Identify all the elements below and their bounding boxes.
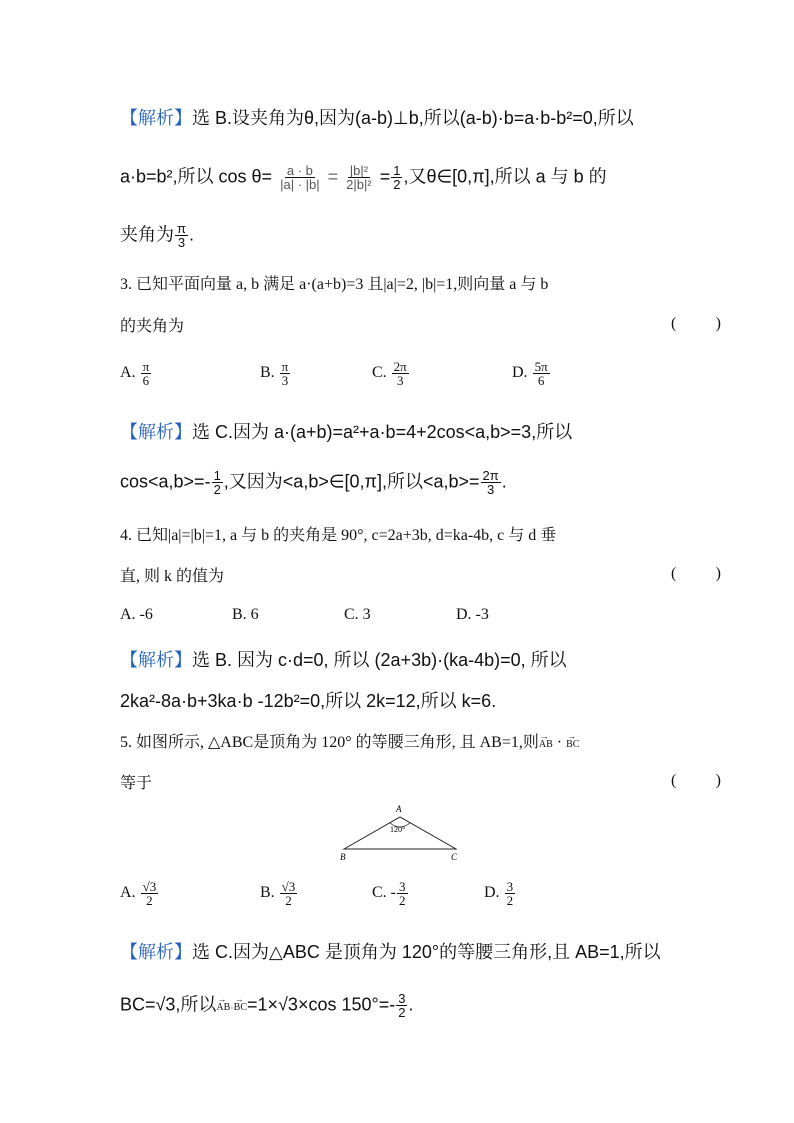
solution-text: ,又θ∈[0,π],所以 a 与 b 的 — [403, 166, 607, 187]
vertex-a-label: A — [396, 804, 402, 814]
solution-2-line-2 — [120, 164, 607, 191]
answer-blank — [671, 565, 721, 583]
solution-3-line-1 — [120, 420, 572, 444]
equals-sign: = — [379, 166, 391, 187]
option-label: C. - — [372, 884, 396, 902]
question-5-line-2: 等于 — [120, 775, 153, 792]
question-3-line-1: 3. 已知平面向量 a, b 满足 a·(a+b)=3 且|a|=2, |b|=1,则向量 a 与 b — [120, 276, 549, 293]
fraction — [481, 469, 501, 496]
numerator: 3 — [398, 991, 406, 1006]
fraction — [533, 360, 550, 387]
fraction — [392, 360, 409, 387]
numerator: 1 — [213, 468, 221, 483]
vertex-b-label: B — [340, 852, 346, 862]
fraction — [141, 360, 152, 387]
solution-text: 选 B. 因为 c·d=0, 所以 (2a+3b)·(ka-4b)=0, 所以 — [192, 650, 567, 670]
solution-text: a·b=b²,所以 cos θ= — [120, 166, 273, 187]
denominator: 3 — [396, 373, 404, 388]
numerator: |b|² — [349, 163, 369, 178]
option-c — [372, 880, 409, 907]
denominator: 2 — [393, 177, 401, 192]
option-b: B. 6 — [232, 606, 259, 623]
numerator: 3 — [399, 879, 406, 894]
question-5-line-1 — [120, 731, 579, 757]
fraction — [396, 992, 407, 1019]
solution-text: . — [408, 994, 414, 1015]
paren-open: ( — [671, 315, 677, 332]
numerator: π — [177, 221, 186, 236]
denominator: 2 — [398, 1005, 406, 1020]
denominator: 2 — [146, 893, 153, 908]
denominator: |a| · |b| — [280, 177, 320, 192]
option-label: D. — [512, 364, 528, 382]
fraction — [175, 222, 188, 249]
denominator: 3 — [487, 482, 495, 497]
option-a — [120, 360, 152, 387]
vector-bc: → BC — [566, 733, 579, 757]
solution-3-line-2 — [120, 469, 507, 496]
solution-text: =1×√3×cos 150°=- — [247, 994, 396, 1015]
solution-text: . — [188, 224, 194, 245]
paren-close: ) — [715, 565, 721, 582]
denominator: 2 — [213, 482, 221, 497]
numerator: 1 — [393, 163, 401, 178]
option-c — [372, 360, 410, 387]
fraction — [141, 880, 159, 907]
paren-open: ( — [671, 565, 677, 582]
vector-ab: → AB — [216, 996, 230, 1020]
denominator: 2 — [399, 893, 406, 908]
option-label: A. — [120, 364, 136, 382]
option-label: B. — [260, 364, 275, 382]
denominator: 2|b|² — [346, 177, 372, 192]
option-label: B. — [260, 884, 275, 902]
numerator: √3 — [142, 879, 157, 894]
fraction — [280, 880, 298, 907]
numerator: 2π — [393, 359, 407, 374]
numerator: 2π — [482, 468, 499, 483]
fraction — [505, 880, 516, 907]
denominator: 6 — [142, 373, 150, 388]
dot-operator: · — [230, 1002, 234, 1014]
option-d — [512, 360, 551, 387]
paren-close: ) — [715, 315, 721, 332]
solution-2-line-3 — [120, 222, 194, 249]
option-a — [120, 880, 159, 907]
vector-bc: → BC — [234, 996, 247, 1020]
question-3-line-2: 的夹角为 — [120, 318, 185, 335]
option-label: D. — [484, 884, 500, 902]
solution-4-line-2: 2ka²-8a·b+3ka·b -12b²=0,所以 2k=12,所以 k=6. — [120, 691, 497, 711]
analysis-tag: 【解析】 — [120, 650, 192, 670]
answer-blank — [671, 315, 721, 333]
option-b — [260, 880, 298, 907]
solution-5-line-2 — [120, 992, 413, 1020]
option-d: D. -3 — [456, 606, 489, 623]
numerator: √3 — [281, 879, 296, 894]
denominator: 3 — [177, 235, 186, 250]
analysis-tag: 【解析】 — [120, 108, 192, 128]
question-4-line-2: 直, 则 k 的值为 — [120, 568, 225, 585]
triangle-figure — [330, 800, 470, 866]
option-label: C. — [372, 364, 387, 382]
fraction — [280, 360, 291, 387]
numerator: a · b — [286, 163, 313, 178]
fraction — [344, 164, 374, 191]
denominator: 2 — [506, 893, 514, 908]
option-a: A. -6 — [120, 606, 153, 623]
paren-close: ) — [715, 772, 721, 789]
option-label: A. — [120, 884, 136, 902]
solution-text: 选 B.设夹角为θ,因为(a-b)⊥b,所以(a-b)·b=a·b-b²=0,所以 — [192, 108, 634, 128]
option-c: C. 3 — [344, 606, 371, 623]
solution-text: . — [501, 471, 507, 492]
option-b — [260, 360, 291, 387]
vertex-c-label: C — [451, 852, 458, 862]
paren-open: ( — [671, 772, 677, 789]
angle-label: 120° — [390, 825, 406, 834]
solution-text: ,又因为<a,b>∈[0,π],所以<a,b>= — [223, 471, 480, 492]
dot-operator: · — [552, 734, 567, 751]
solution-4-line-1 — [120, 648, 567, 672]
solution-text: cos<a,b>=- — [120, 471, 211, 492]
solution-text: BC=√3,所以 — [120, 994, 217, 1015]
equals-sign: = — [327, 166, 339, 187]
analysis-tag: 【解析】 — [120, 942, 192, 962]
fraction — [391, 164, 402, 191]
fraction — [397, 880, 408, 907]
numerator: π — [281, 359, 289, 374]
fraction — [212, 469, 223, 496]
solution-text: 选 C.因为△ABC 是顶角为 120°的等腰三角形,且 AB=1,所以 — [192, 942, 661, 962]
solution-text: 夹角为 — [120, 224, 174, 245]
solution-2-line-1 — [120, 106, 634, 130]
analysis-tag: 【解析】 — [120, 422, 192, 442]
denominator: 3 — [281, 373, 289, 388]
question-text: 5. 如图所示, △ABC是顶角为 120° 的等腰三角形, 且 AB=1,则 — [120, 734, 539, 751]
vector-ab: → AB — [539, 733, 553, 757]
denominator: 6 — [537, 373, 545, 388]
answer-blank — [671, 772, 721, 790]
option-d — [484, 880, 516, 907]
numerator: 3 — [506, 879, 514, 894]
question-4-line-1: 4. 已知|a|=|b|=1, a 与 b 的夹角是 90°, c=2a+3b, d=ka-4b, c 与 d 垂 — [120, 527, 557, 544]
solution-5-line-1 — [120, 940, 661, 964]
solution-text: 选 C.因为 a·(a+b)=a²+a·b=4+2cos<a,b>=3,所以 — [192, 422, 573, 442]
denominator: 2 — [285, 893, 292, 908]
numerator: π — [142, 359, 150, 374]
numerator: 5π — [534, 359, 548, 374]
fraction — [278, 164, 322, 191]
